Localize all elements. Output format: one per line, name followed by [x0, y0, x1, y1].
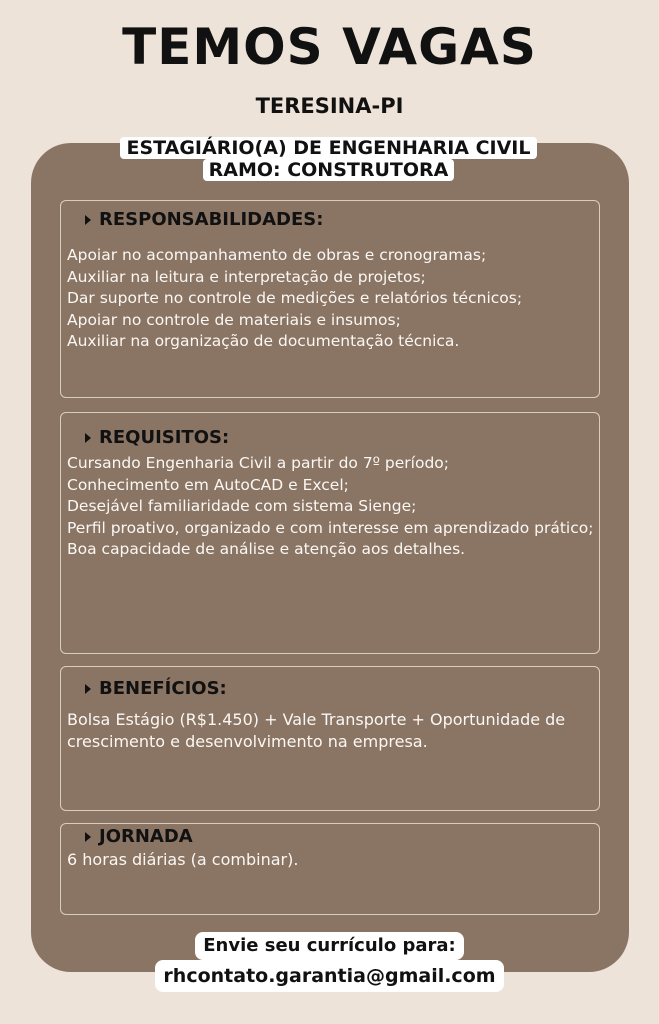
contact-email[interactable]: rhcontato.garantia@gmail.com [155, 960, 503, 992]
section-body: Apoiar no acompanhamento de obras e cronogramas; Auxiliar na leitura e interpretação de projetos; Dar suporte no controle de medições e relatórios técnicos; Apoiar no controle de materiais e insumos; Auxiliar na organização de documentação técnica. [67, 246, 523, 350]
role-title: ESTAGIÁRIO(A) DE ENGENHARIA CIVIL [120, 137, 536, 159]
section-heading-label: RESPONSABILIDADES: [99, 209, 324, 230]
section-heading [61, 667, 599, 699]
chevron-right-icon [83, 830, 93, 844]
page-title: TEMOS VAGAS [122, 18, 537, 76]
section-body: Bolsa Estágio (R$1.450) + Vale Transporte + Oportunidade de crescimento e desenvolvimento na empresa. [67, 710, 566, 751]
section-heading [61, 413, 599, 448]
section-body: Cursando Engenharia Civil a partir do 7º período; Conhecimento em AutoCAD e Excel; Desejável familiaridade com sistema Sienge; Perfil proativo, organizado e com interesse em aprendizado prático; Boa capacidade de análise e atenção aos detalhes. [67, 454, 594, 558]
role-sector: RAMO: CONSTRUTORA [203, 159, 455, 181]
section-heading-label: REQUISITOS: [99, 427, 230, 448]
section-heading-label: JORNADA [99, 826, 193, 847]
chevron-right-icon [83, 213, 93, 227]
chevron-right-icon [83, 431, 93, 445]
role-banner [96, 137, 561, 181]
call-to-action [0, 932, 659, 992]
city-label: TERESINA-PI [255, 94, 404, 118]
section-responsabilidades [60, 200, 600, 398]
section-requisitos [60, 412, 600, 654]
section-jornada [60, 823, 600, 915]
section-beneficios [60, 666, 600, 811]
section-heading [61, 824, 599, 847]
chevron-right-icon [83, 682, 93, 696]
section-heading-label: BENEFÍCIOS: [99, 678, 227, 699]
cta-text: Envie seu currículo para: [195, 932, 463, 960]
section-heading [61, 201, 599, 230]
section-body: 6 horas diárias (a combinar). [67, 850, 299, 869]
